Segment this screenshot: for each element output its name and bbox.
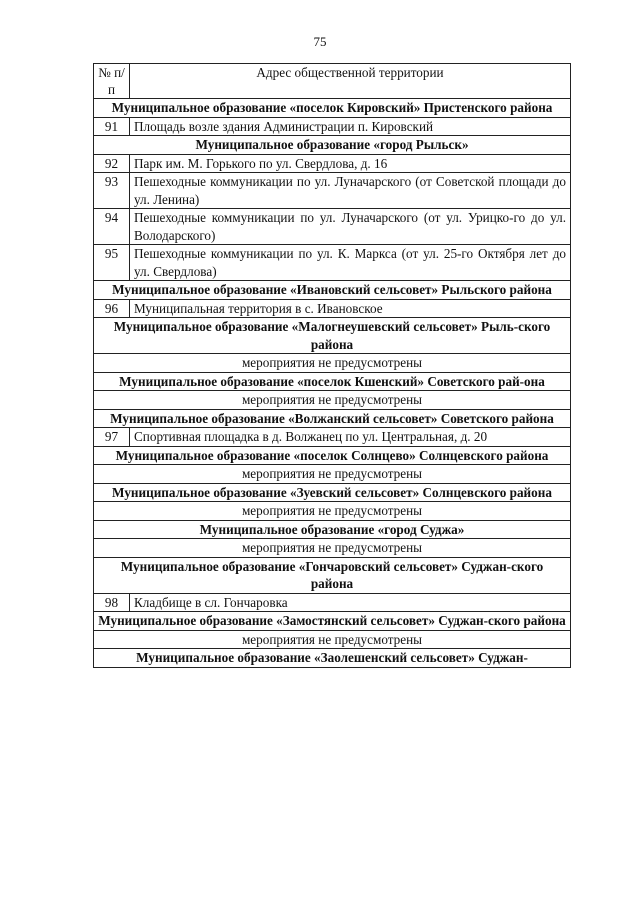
row-number: 98 xyxy=(94,593,130,612)
no-activities-note: мероприятия не предусмотрены xyxy=(94,630,571,649)
row-number: 94 xyxy=(94,209,130,245)
municipality-name: Муниципальное образование «поселок Солнцево» Солнцевского района xyxy=(94,446,571,465)
no-activities-row xyxy=(94,502,571,521)
table-row xyxy=(94,428,571,447)
municipality-name: Муниципальное образование «Ивановский сельсовет» Рыльского района xyxy=(94,281,571,300)
municipality-name: Муниципальное образование «поселок Кшенский» Советского рай-она xyxy=(94,372,571,391)
table-row xyxy=(94,593,571,612)
region-header-row xyxy=(94,557,571,593)
no-activities-note: мероприятия не предусмотрены xyxy=(94,354,571,373)
table-row xyxy=(94,209,571,245)
no-activities-row xyxy=(94,391,571,410)
region-header-row xyxy=(94,318,571,354)
no-activities-note: мероприятия не предусмотрены xyxy=(94,502,571,521)
table-body xyxy=(94,99,571,668)
region-header-row xyxy=(94,612,571,631)
table-row xyxy=(94,299,571,318)
table-row xyxy=(94,117,571,136)
no-activities-note: мероприятия не предусмотрены xyxy=(94,391,571,410)
region-header-row xyxy=(94,372,571,391)
region-header-row xyxy=(94,99,571,118)
no-activities-row xyxy=(94,354,571,373)
row-number: 92 xyxy=(94,154,130,173)
page-number: 75 xyxy=(313,34,327,49)
table-row xyxy=(94,154,571,173)
table-row xyxy=(94,245,571,281)
municipality-name: Муниципальное образование «Гончаровский сельсовет» Суджан-ского района xyxy=(94,557,571,593)
territory-address: Пешеходные коммуникации по ул. К. Маркса (от ул. 25-го Октября лет до ул. Свердлова) xyxy=(130,245,571,281)
municipality-name: Муниципальное образование «город Рыльск» xyxy=(94,136,571,155)
territory-address: Площадь возле здания Администрации п. Кировский xyxy=(130,117,571,136)
region-header-row xyxy=(94,281,571,300)
no-activities-row xyxy=(94,630,571,649)
row-number: 91 xyxy=(94,117,130,136)
row-number: 96 xyxy=(94,299,130,318)
table-row xyxy=(94,173,571,209)
row-number: 97 xyxy=(94,428,130,447)
municipality-name: Муниципальное образование «поселок Кировский» Пристенского района xyxy=(94,99,571,118)
municipality-name: Муниципальное образование «Волжанский сельсовет» Советского района xyxy=(94,409,571,428)
territory-address: Пешеходные коммуникации по ул. Луначарского (от ул. Урицко-го до ул. Володарского) xyxy=(130,209,571,245)
no-activities-note: мероприятия не предусмотрены xyxy=(94,539,571,558)
municipality-name: Муниципальное образование «Зуевский сельсовет» Солнцевского района xyxy=(94,483,571,502)
municipality-name: Муниципальное образование «Малогнеушевский сельсовет» Рыль-ского района xyxy=(94,318,571,354)
region-header-row xyxy=(94,409,571,428)
municipality-name: Муниципальное образование «Замостянский сельсовет» Суджан-ского района xyxy=(94,612,571,631)
column-header-num: № п/п xyxy=(94,64,130,99)
territory-address: Спортивная площадка в д. Волжанец по ул. Центральная, д. 20 xyxy=(130,428,571,447)
region-header-row xyxy=(94,483,571,502)
table-header-row xyxy=(94,64,571,99)
territory-address: Парк им. М. Горького по ул. Свердлова, д. 16 xyxy=(130,154,571,173)
territory-address: Кладбище в сл. Гончаровка xyxy=(130,593,571,612)
region-header-row xyxy=(94,446,571,465)
row-number: 93 xyxy=(94,173,130,209)
row-number: 95 xyxy=(94,245,130,281)
municipality-name: Муниципальное образование «Заолешенский сельсовет» Суджан- xyxy=(94,649,571,668)
no-activities-note: мероприятия не предусмотрены xyxy=(94,465,571,484)
region-header-row xyxy=(94,136,571,155)
territory-table xyxy=(93,63,571,668)
column-header-address: Адрес общественной территории xyxy=(130,64,571,99)
region-header-row xyxy=(94,649,571,668)
territory-address: Муниципальная территория в с. Ивановское xyxy=(130,299,571,318)
region-header-row xyxy=(94,520,571,539)
municipality-name: Муниципальное образование «город Суджа» xyxy=(94,520,571,539)
territory-address: Пешеходные коммуникации по ул. Луначарского (от Советской площади до ул. Ленина) xyxy=(130,173,571,209)
no-activities-row xyxy=(94,539,571,558)
no-activities-row xyxy=(94,465,571,484)
